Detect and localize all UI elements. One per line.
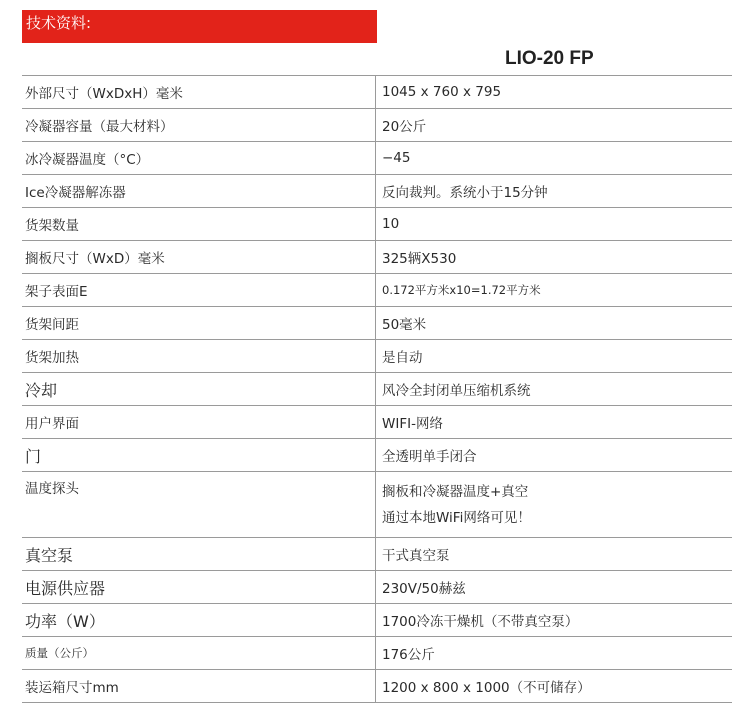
- spec-value: −45: [376, 142, 733, 175]
- model-title: LIO-20 FP: [505, 48, 594, 69]
- table-row: [22, 406, 732, 439]
- table-row: [22, 373, 732, 406]
- table-row: [22, 274, 732, 307]
- spec-value: 10: [376, 208, 733, 241]
- table-row: [22, 538, 732, 571]
- table-row: [22, 340, 732, 373]
- spec-label: 功率（W）: [22, 604, 376, 637]
- table-row: [22, 604, 732, 637]
- spec-value-line: 通过本地WiFi网络可见！: [382, 509, 531, 526]
- table-row: [22, 637, 732, 670]
- spec-label: 电源供应器: [22, 571, 376, 604]
- spec-value: 1700冷冻干燥机（不带真空泵）: [376, 604, 733, 637]
- table-row: [22, 208, 732, 241]
- spec-label: 货架数量: [22, 208, 376, 241]
- table-row: [22, 142, 732, 175]
- spec-label: 货架加热: [22, 340, 376, 373]
- spec-label: 门: [22, 439, 376, 472]
- table-row: [22, 109, 732, 142]
- spec-value: 全透明单手闭合: [376, 439, 733, 472]
- spec-value: 1045 x 760 x 795: [376, 76, 733, 109]
- spec-value: 20公斤: [376, 109, 733, 142]
- spec-label: Ice冷凝器解冻器: [22, 175, 376, 208]
- section-title-banner: [22, 10, 377, 43]
- table-row: [22, 175, 732, 208]
- spec-label: 冰冷凝器温度（°C）: [22, 142, 376, 175]
- table-row: [22, 571, 732, 604]
- table-row: [22, 472, 732, 538]
- table-row: [22, 76, 732, 109]
- spec-label: 搁板尺寸（WxD）毫米: [22, 241, 376, 274]
- spec-label: 冷却: [22, 373, 376, 406]
- spec-value: 325辆X530: [376, 241, 733, 274]
- spec-label: 冷凝器容量（最大材料）: [22, 109, 376, 142]
- spec-value: 1200 x 800 x 1000（不可储存）: [376, 670, 733, 703]
- spec-value: 0.172平方米x10=1.72平方米: [376, 274, 733, 307]
- table-row: [22, 241, 732, 274]
- spec-table: [22, 75, 732, 703]
- spec-value-line: 搁板和冷凝器温度+真空: [382, 483, 529, 500]
- spec-label: 货架间距: [22, 307, 376, 340]
- spec-value: 风冷全封闭单压缩机系统: [376, 373, 733, 406]
- table-row: [22, 307, 732, 340]
- spec-label: 用户界面: [22, 406, 376, 439]
- spec-label: 装运箱尺寸mm: [22, 670, 376, 703]
- table-row: [22, 670, 732, 703]
- spec-value-multiline: [376, 472, 733, 538]
- spec-value: 是自动: [376, 340, 733, 373]
- spec-value: 230V/50赫兹: [376, 571, 733, 604]
- spec-value: 176公斤: [376, 637, 733, 670]
- spec-label: 真空泵: [22, 538, 376, 571]
- spec-value: WIFI-网络: [376, 406, 733, 439]
- spec-value: 反向裁判。系统小于15分钟: [376, 175, 733, 208]
- spec-label: 架子表面E: [22, 274, 376, 307]
- spec-label: 温度探头: [22, 472, 376, 538]
- spec-label: 外部尺寸（WxDxH）毫米: [22, 76, 376, 109]
- spec-label: 质量（公斤）: [22, 637, 376, 670]
- table-row: [22, 439, 732, 472]
- spec-value: 50毫米: [376, 307, 733, 340]
- spec-value: 干式真空泵: [376, 538, 733, 571]
- section-title: 技术资料:: [26, 14, 92, 32]
